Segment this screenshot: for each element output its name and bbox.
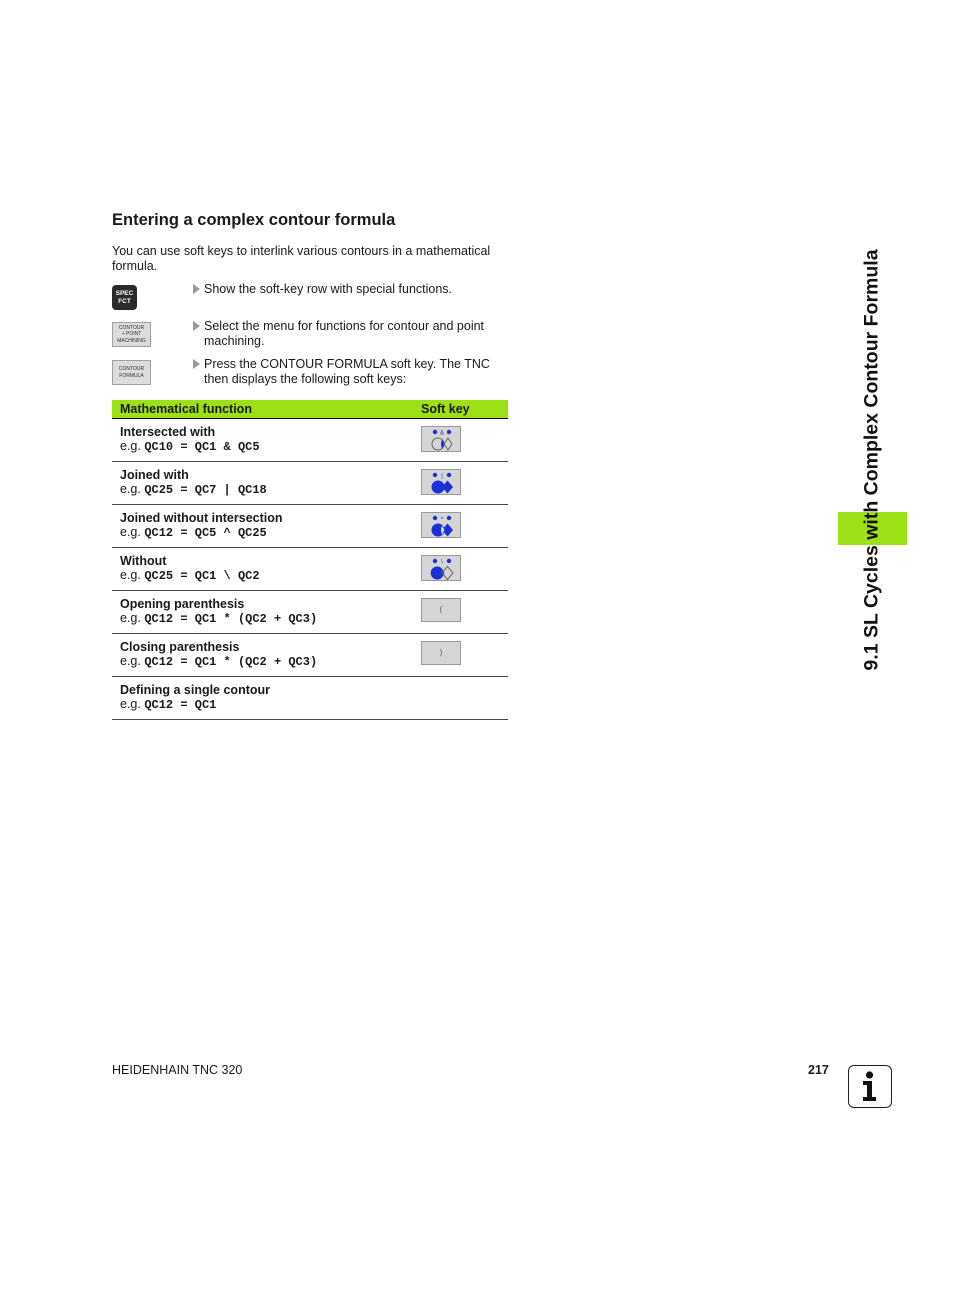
chapter-title: 9.1 SL Cycles with Complex Contour Formula [860,249,883,671]
function-example [120,439,260,453]
function-name: Without [120,554,167,568]
softkey-label-1: CONTOUR [118,324,145,331]
header-soft-key: Soft key [421,400,508,419]
table-row [112,634,508,677]
section-title: Entering a complex contour formula [112,211,396,229]
function-name: Defining a single contour [120,683,271,697]
example-code: QC25 = QC1 \ QC2 [144,569,260,583]
step-2-text: Select the menu for functions for contour and point machining. [204,319,485,348]
softkey-cell [421,548,508,591]
step-3-text: Press the CONTOUR FORMULA soft key. The TNC then displays the following soft keys: [204,357,490,386]
spec-fct-key-label-2: FCT [118,297,131,305]
example-prefix: e.g. [120,482,145,496]
page-number: 217 [808,1063,829,1077]
function-cell [112,505,421,548]
table-row [112,505,508,548]
example-code: QC12 = QC5 ^ QC25 [144,526,267,540]
union-softkey[interactable] [421,469,461,495]
function-cell [112,548,421,591]
close-paren-softkey[interactable]: ) [421,641,461,665]
function-example [120,482,267,496]
info-glyph [849,1066,890,1106]
table-row [112,677,508,720]
function-cell [112,419,421,462]
operator-symbol: | [441,473,443,480]
softkey-cell [421,419,508,462]
operator-symbol: ^ [440,517,444,523]
example-prefix: e.g. [120,439,145,453]
xor-softkey-icon [422,513,462,539]
intro-paragraph: You can use soft keys to interlink various contours in a mathematical formula. [112,244,491,273]
intersect-softkey[interactable] [421,426,461,452]
table-row [112,462,508,505]
function-name: Closing parenthesis [120,640,240,654]
spec-fct-key[interactable] [112,285,137,310]
softkey-cell [421,462,508,505]
function-cell [112,591,421,634]
softkey-cell [421,591,508,634]
function-name: Intersected with [120,425,216,439]
table-row [112,419,508,462]
operator-symbol: & [439,430,445,437]
example-code: QC25 = QC7 | QC18 [144,483,267,497]
function-example [120,611,317,625]
softkey-cell [421,505,508,548]
function-example [120,654,317,668]
function-example [120,697,216,711]
softkey-label-3: MACHINING [117,337,146,344]
open-paren-softkey[interactable]: ( [421,598,461,622]
table-header-row [112,400,508,419]
contour-point-machining-softkey[interactable] [112,322,151,347]
function-cell [112,462,421,505]
step-1 [193,282,508,297]
function-name: Joined without intersection [120,511,283,525]
contour-formula-softkey[interactable] [112,360,151,385]
xor-softkey[interactable] [421,512,461,538]
info-icon [848,1065,892,1108]
union-softkey-icon [422,470,462,496]
softkey-cell [421,677,508,720]
difference-softkey[interactable] [421,555,461,581]
function-example [120,568,260,582]
softkey-label-2: FORMULA [119,372,144,379]
example-prefix: e.g. [120,611,145,625]
function-cell [112,634,421,677]
function-name: Opening parenthesis [120,597,245,611]
arrow-right-icon [193,359,200,369]
example-prefix: e.g. [120,525,145,539]
step-2 [193,319,508,348]
step-3 [193,357,508,386]
example-code: QC10 = QC1 & QC5 [144,440,260,454]
softkey-cell [421,634,508,677]
operator-symbol: \ [441,559,443,566]
step-1-text: Show the soft-key row with special functions. [204,282,453,296]
example-prefix: e.g. [120,697,145,711]
softkey-label-2: + POINT [121,331,142,338]
arrow-right-icon [193,284,200,294]
function-example [120,525,267,539]
table-row [112,591,508,634]
header-function: Mathematical function [112,400,421,419]
spec-fct-key-label-1: SPEC [115,289,134,297]
footer-product: HEIDENHAIN TNC 320 [112,1063,243,1077]
example-code: QC12 = QC1 * (QC2 + QC3) [144,655,318,669]
function-name: Joined with [120,468,189,482]
function-cell [112,677,421,720]
example-code: QC12 = QC1 [144,698,217,712]
table-row [112,548,508,591]
softkey-label-1: CONTOUR [118,366,145,372]
math-function-table [112,400,508,720]
example-prefix: e.g. [120,568,145,582]
arrow-right-icon [193,321,200,331]
difference-softkey-icon [422,556,462,582]
intersect-softkey-icon [422,427,462,453]
example-prefix: e.g. [120,654,145,668]
example-code: QC12 = QC1 * (QC2 + QC3) [144,612,318,626]
